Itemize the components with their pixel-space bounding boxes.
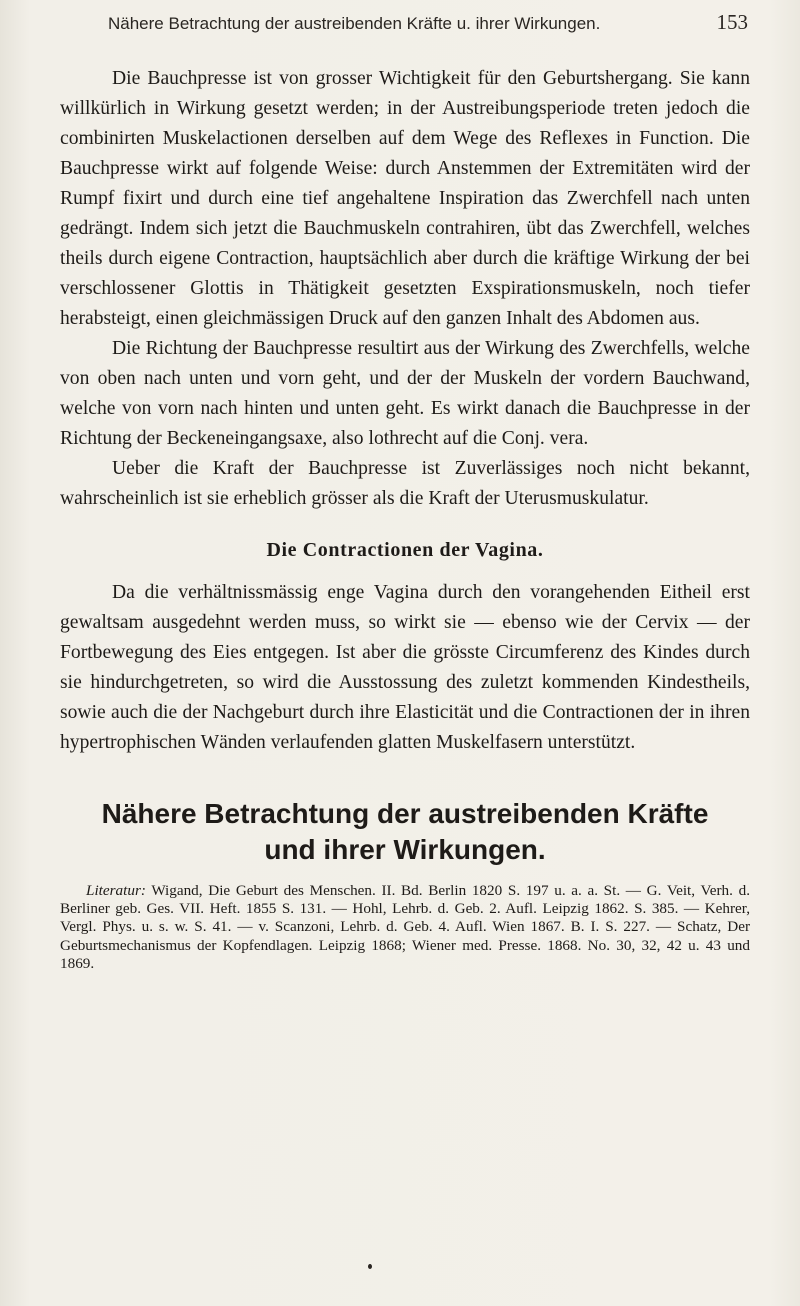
chapter-title-line-2: und ihrer Wirkungen. xyxy=(264,834,546,865)
paragraph-kraft: Ueber die Kraft der Bauchpresse ist Zuverlässiges noch nicht bekannt, wahrscheinlich ist sie erheblich grösser als die Kraft der Uterusmuskulatur. xyxy=(60,458,750,509)
section-heading: Die Contractionen der Vagina. xyxy=(266,539,544,561)
paragraph-richtung: Die Richtung der Bauchpresse resultirt aus der Wirkung des Zwerchfells, welche von oben nach unten und vorn geht, und der der Muskeln der vordern Bauchwand, welche von vorn nach hinten und unten geht. Es wirkt danach die Bauchpresse in der Richtung der Beckeneingangsaxe, also lothrecht auf die Conj. vera. xyxy=(60,338,750,449)
page-number: 153 xyxy=(716,10,748,34)
literature-text: Wigand, Die Geburt des Menschen. II. Bd. Berlin 1820 S. 197 u. a. a. St. — G. Veit, Verh. d. Berliner geb. Ges. VII. Heft. 1855 S. 131. — Hohl, Lehrb. d. Geb. 2. Aufl. Leipzig 1862. S. 385. — Kehrer, Vergl. Phys. u. s. w. S. 41. — v. Scanzoni, Lehrb. d. Geb. 4. Aufl. Wien 1867. B. I. S. 227. — Schatz, Der Geburtsmechanismus der Kopfendlagen. Leipzig 1868; Wiener med. Presse. 1868. No. 30, 32, 42 u. 43 und 1869. xyxy=(60,882,750,972)
ink-dot xyxy=(368,1264,372,1269)
chapter-title xyxy=(60,796,750,868)
paragraph-vagina: Da die verhältnissmässig enge Vagina durch den vorangehenden Eitheil erst gewaltsam ausgedehnt werden muss, so wirkt sie — ebenso wie der Cervix — der Fortbewegung des Eies entgegen. Ist aber die grösste Circumferenz des Kindes durch sie hindurchgetreten, so wird die Ausstossung des zuletzt kommenden Kindestheils, sowie auch die der Nachgeburt durch ihre Elasticität und die Contractionen der in ihren hypertrophischen Wänden verlaufenden glatten Muskelfasern unterstützt. xyxy=(60,582,750,753)
literature-references xyxy=(60,882,750,973)
literature-label: Literatur: xyxy=(86,882,146,899)
running-title: Nähere Betrachtung der austreibenden Kräfte u. ihrer Wirkungen. xyxy=(108,14,601,33)
paragraph-bauchpresse: Die Bauchpresse ist von grosser Wichtigkeit für den Geburtshergang. Sie kann willkürlich in Wirkung gesetzt werden; in der Austreibungsperiode treten jedoch die combinirten Muskelactionen derselben auf dem Wege des Reflexes in Function. Die Bauchpresse wirkt auf folgende Weise: durch Anstemmen der Extremitäten wird der Rumpf fixirt und durch eine tief angehaltene Inspiration das Zwerchfell nach unten gedrängt. Indem sich jetzt die Bauchmuskeln contrahiren, übt das Zwerchfell, welches theils durch eigene Contraction, hauptsächlich aber durch die kräftige Wirkung der bei verschlossener Glottis in Thätigkeit gesetzten Exspirationsmuskeln, noch tiefer herabsteigt, einen gleichmässigen Druck auf den ganzen Inhalt des Abdomen aus. xyxy=(60,68,750,329)
running-header xyxy=(108,10,748,35)
chapter-title-line-1: Nähere Betrachtung der austreibenden Kräfte xyxy=(101,798,709,829)
body-text xyxy=(60,64,750,973)
